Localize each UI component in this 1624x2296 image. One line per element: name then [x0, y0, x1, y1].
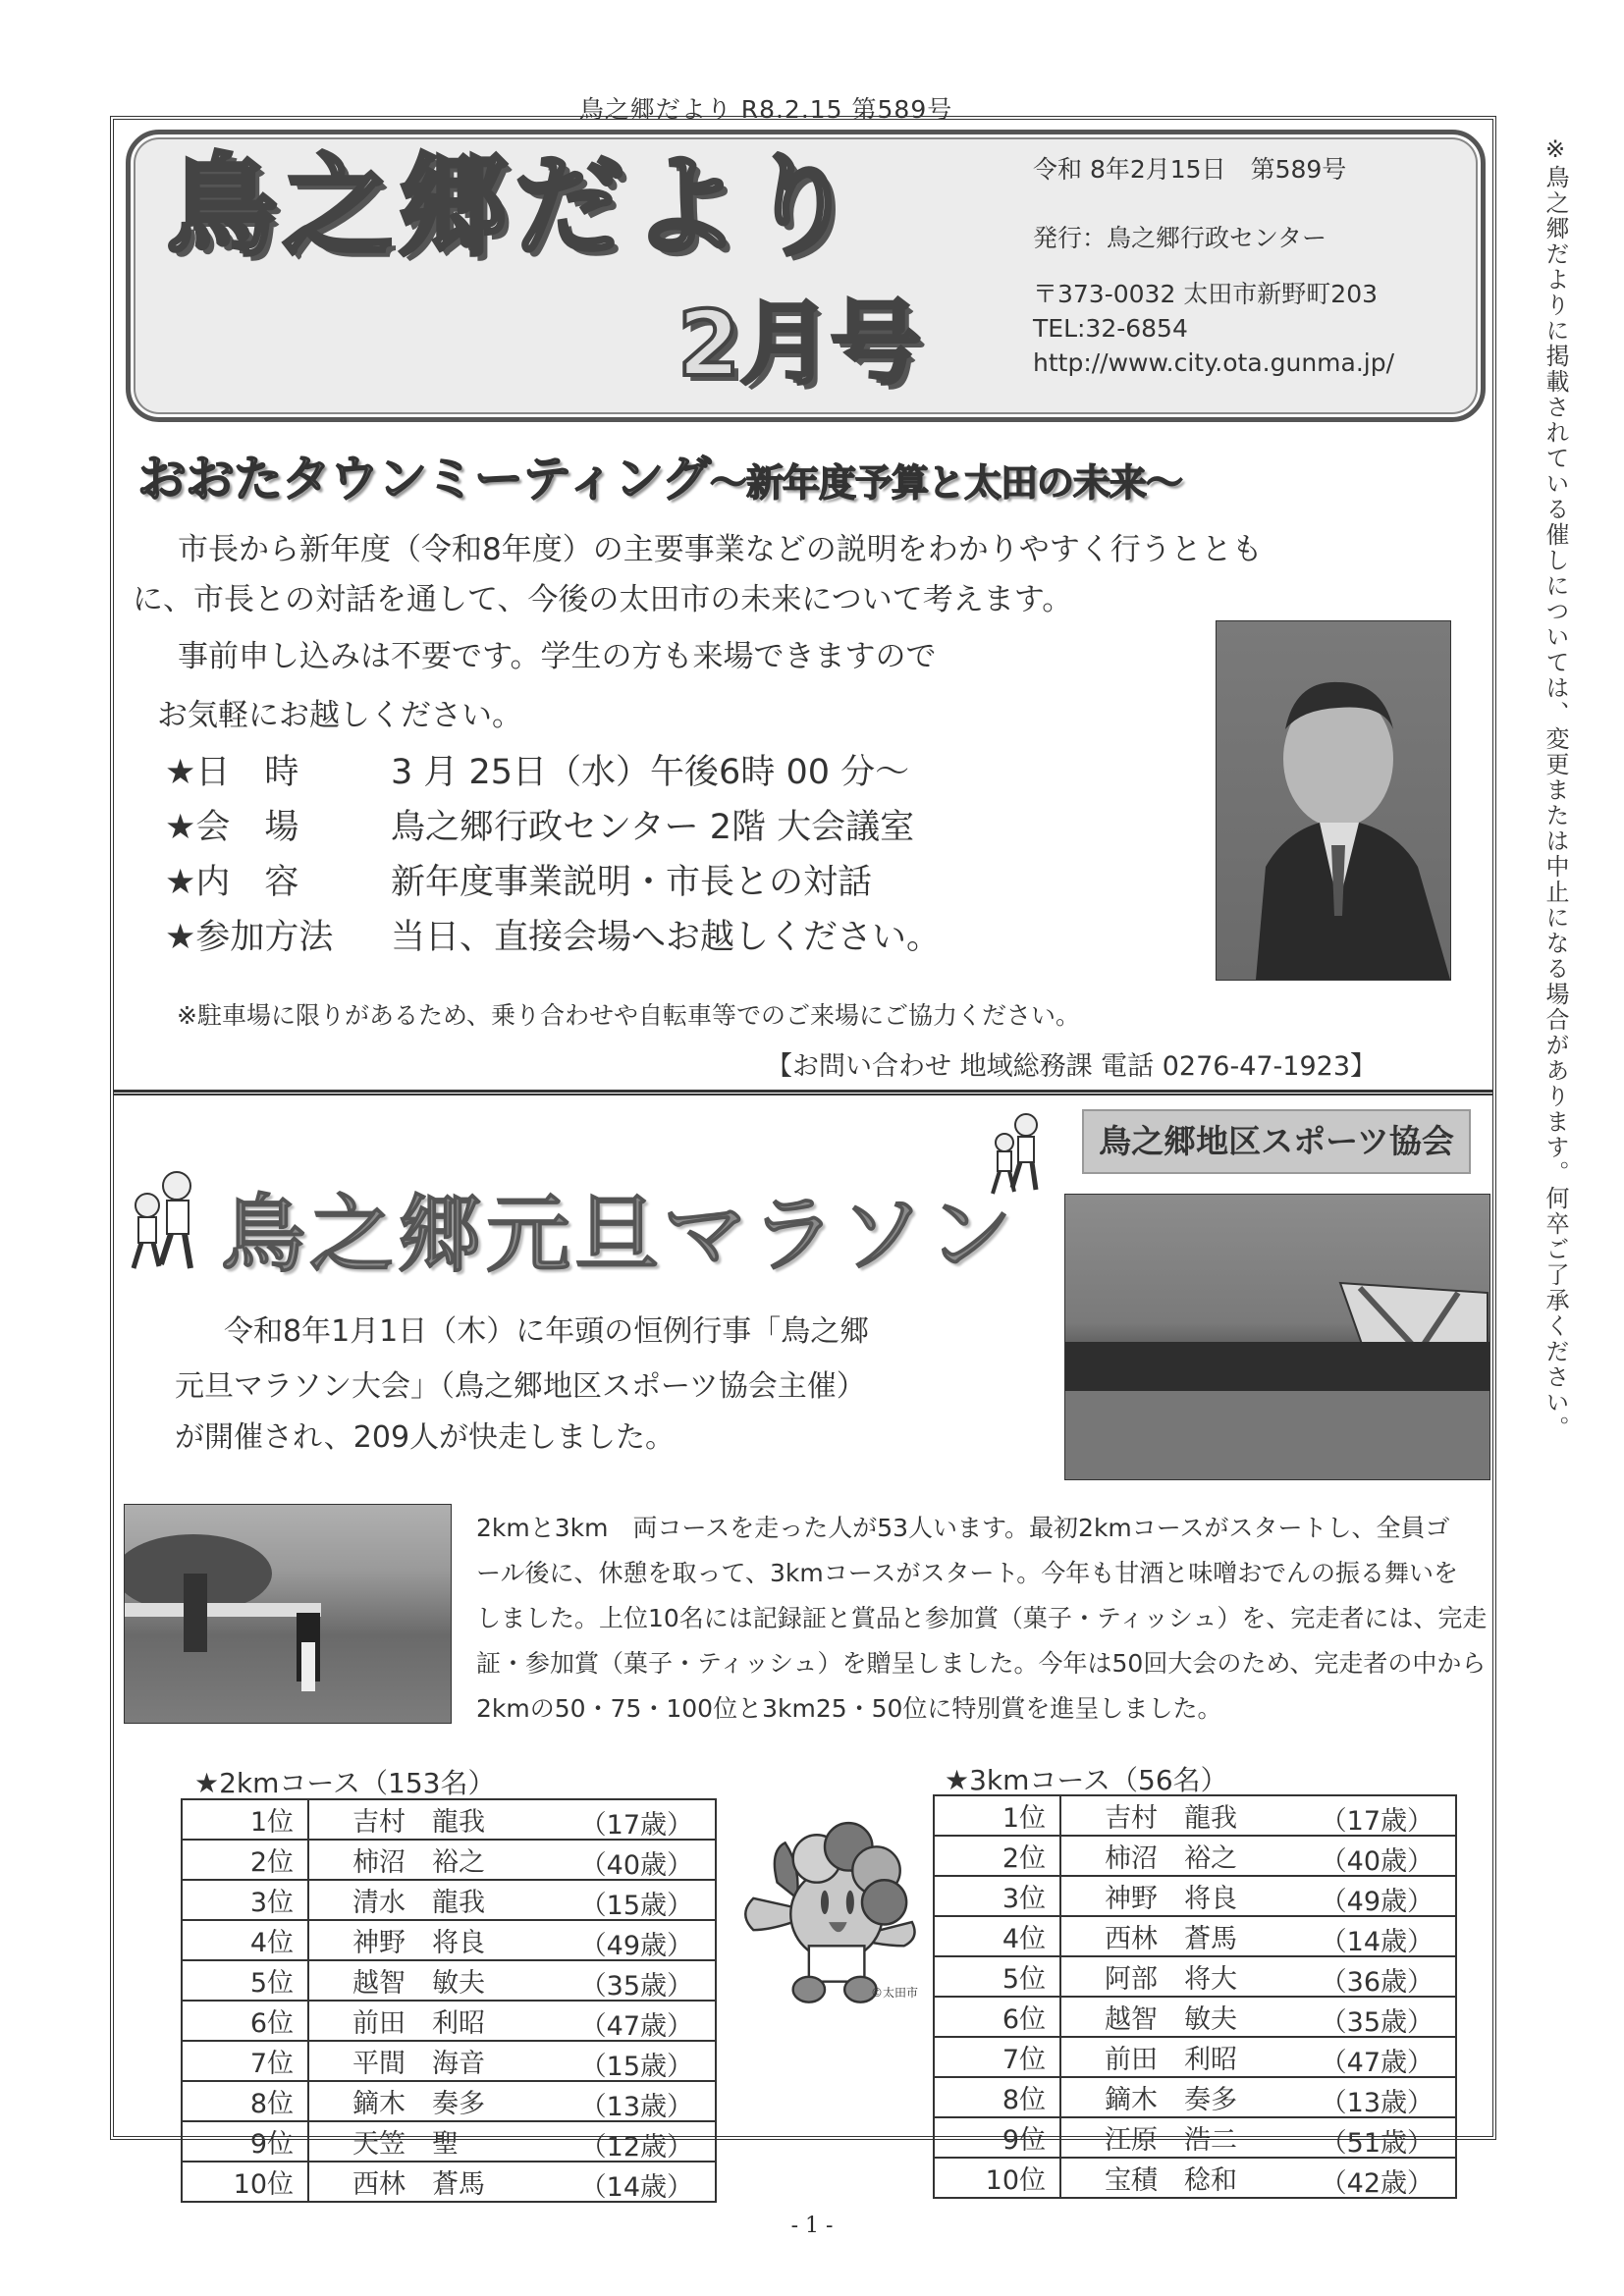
tm-paragraph-1-line-1: 市長から新年度（令和8年度）の主要事業などの説明をわかりやすく行うととも: [147, 532, 1263, 567]
table-row: 4位 西林 蒼馬 （14歳）: [934, 1916, 1456, 1956]
side-notice: ※鳥之郷だよりに掲載されている催しについては、変更または中止になる場合があります。何卒ご了承ください。: [1542, 135, 1569, 1441]
telephone: TEL:32-6854: [1033, 314, 1188, 343]
running-head: 鳥之郷だより R8.2.15 第589号: [578, 95, 953, 124]
issue-date: 令和 8年2月15日 第589号: [1033, 155, 1347, 184]
town-meeting-title-sub: ～新年度予算と太田の未来～: [710, 461, 1183, 505]
marathon-body-line-5: 2kmの50・75・100位と3km25・50位に特別賞を進呈しました。: [476, 1694, 1222, 1723]
table-row: 2位 柿沼 裕之 （40歳）: [934, 1836, 1456, 1876]
course-2km-table: [181, 1798, 717, 2203]
page-number: - 1 -: [790, 2214, 834, 2238]
publisher: 発行：鳥之郷行政センター: [1033, 224, 1327, 252]
masthead-issue-month: 2月号: [677, 292, 922, 397]
marathon-body-line-1: 2kmと3km 両コースを走った人が53人います。最初2kmコースがスタートし、全員ゴ: [476, 1514, 1450, 1542]
mascot-credit: ©太田市: [871, 1986, 919, 2000]
mayor-photo: [1216, 620, 1451, 981]
tm-detail-venue: ★会 場 鳥之郷行政センター 2階 大会議室: [165, 808, 915, 847]
table-row: 10位 宝積 稔和 （42歳）: [934, 2158, 1456, 2198]
table-row: 9位 天笠 聖 （12歳）: [182, 2121, 716, 2162]
table-row: 8位 鏑木 奏多 （13歳）: [182, 2081, 716, 2121]
table-row: 5位 越智 敏夫 （35歳）: [182, 1960, 716, 2001]
course-3km-table: [933, 1794, 1457, 2199]
table-row: 4位 神野 将良 （49歳）: [182, 1920, 716, 1960]
table-row: 6位 前田 利昭 （47歳）: [182, 2001, 716, 2041]
marathon-start-photo: [1064, 1194, 1490, 1480]
course-2km-title: ★2kmコース（153名）: [194, 1767, 496, 1799]
course-3km-title: ★3kmコース（56名）: [945, 1764, 1228, 1796]
parking-note: ※駐車場に限りがあるため、乗り合わせや自転車等でのご来場にご協力ください。: [177, 1001, 1080, 1030]
contact-info: 【お問い合わせ 地域総務課 電話 0276-47-1923】: [766, 1051, 1378, 1082]
city-mascot: [722, 1811, 928, 2017]
section-divider: [113, 1090, 1493, 1095]
tm-detail-participation: ★参加方法 当日、直接会場へお越しください。: [165, 918, 942, 957]
tm-paragraph-2-line-1: 事前申し込みは不要です。学生の方も来場できますので: [147, 639, 937, 674]
table-row: 1位 吉村 龍我 （17歳）: [182, 1799, 716, 1840]
table-row: 9位 江原 浩二 （51歳）: [934, 2117, 1456, 2158]
table-row: 6位 越智 敏夫 （35歳）: [934, 1997, 1456, 2037]
marathon-course-image: [125, 1505, 451, 1723]
marathon-body-line-2: ール後に、休憩を取って、3kmコースがスタート。今年も甘酒と味噌おでんの振る舞いを: [476, 1559, 1458, 1587]
table-row: 5位 阿部 将大 （36歳）: [934, 1956, 1456, 1997]
table-row: 7位 前田 利昭 （47歳）: [934, 2037, 1456, 2077]
mayor-portrait-image: [1217, 621, 1450, 980]
marathon-course-photo: [124, 1504, 452, 1724]
tm-detail-datetime: ★日 時 3 月 25日（水）午後6時 00 分～: [165, 753, 910, 792]
tm-detail-content: ★内 容 新年度事業説明・市長との対話: [165, 863, 873, 902]
marathon-intro-line-3: が開催され、209人が快走しました。: [175, 1420, 676, 1455]
table-row: 2位 柿沼 裕之 （40歳）: [182, 1840, 716, 1880]
table-row: 7位 平間 海音 （15歳）: [182, 2041, 716, 2081]
marathon-body-line-3: しました。上位10名には記録証と賞品と参加賞（菓子・ティッシュ）を、完走者には、完走: [476, 1604, 1488, 1632]
table-row: 3位 清水 龍我 （15歳）: [182, 1880, 716, 1920]
town-meeting-title: [137, 440, 1182, 510]
marathon-body-line-4: 証・参加賞（菓子・ティッシュ）を贈呈しました。今年は50回大会のため、完走者の中から: [476, 1649, 1487, 1678]
marathon-intro-line-1: 令和8年1月1日（木）に年頭の恒例行事「鳥之郷: [224, 1314, 870, 1349]
tm-paragraph-2-line-2: お気軽にお越しください。: [157, 698, 522, 733]
runners-icon: [126, 1166, 204, 1274]
table-row: 8位 鏑木 奏多 （13歳）: [934, 2077, 1456, 2117]
town-meeting-title-main: おおたタウンミーティング: [137, 451, 710, 507]
marathon-intro-line-2: 元旦マラソン大会」（鳥之郷地区スポーツ協会主催）: [175, 1369, 866, 1404]
masthead-title: 鳥之郷だより: [167, 143, 862, 271]
address: 〒373-0032 太田市新野町203: [1033, 280, 1379, 308]
table-row: 10位 西林 蒼馬 （14歳）: [182, 2162, 716, 2202]
marathon-start-image: [1065, 1195, 1489, 1479]
organizer-badge: 鳥之郷地区スポーツ協会: [1082, 1109, 1471, 1174]
website-link[interactable]: http://www.city.ota.gunma.jp/: [1033, 348, 1395, 377]
table-row: 1位 吉村 龍我 （17歳）: [934, 1795, 1456, 1836]
table-row: 3位 神野 将良 （49歳）: [934, 1876, 1456, 1916]
marathon-title: 鳥之郷元旦マラソン: [221, 1186, 1016, 1284]
tm-paragraph-1-line-2: に、市長との対話を通して、今後の太田市の未来について考えます。: [133, 582, 1073, 617]
